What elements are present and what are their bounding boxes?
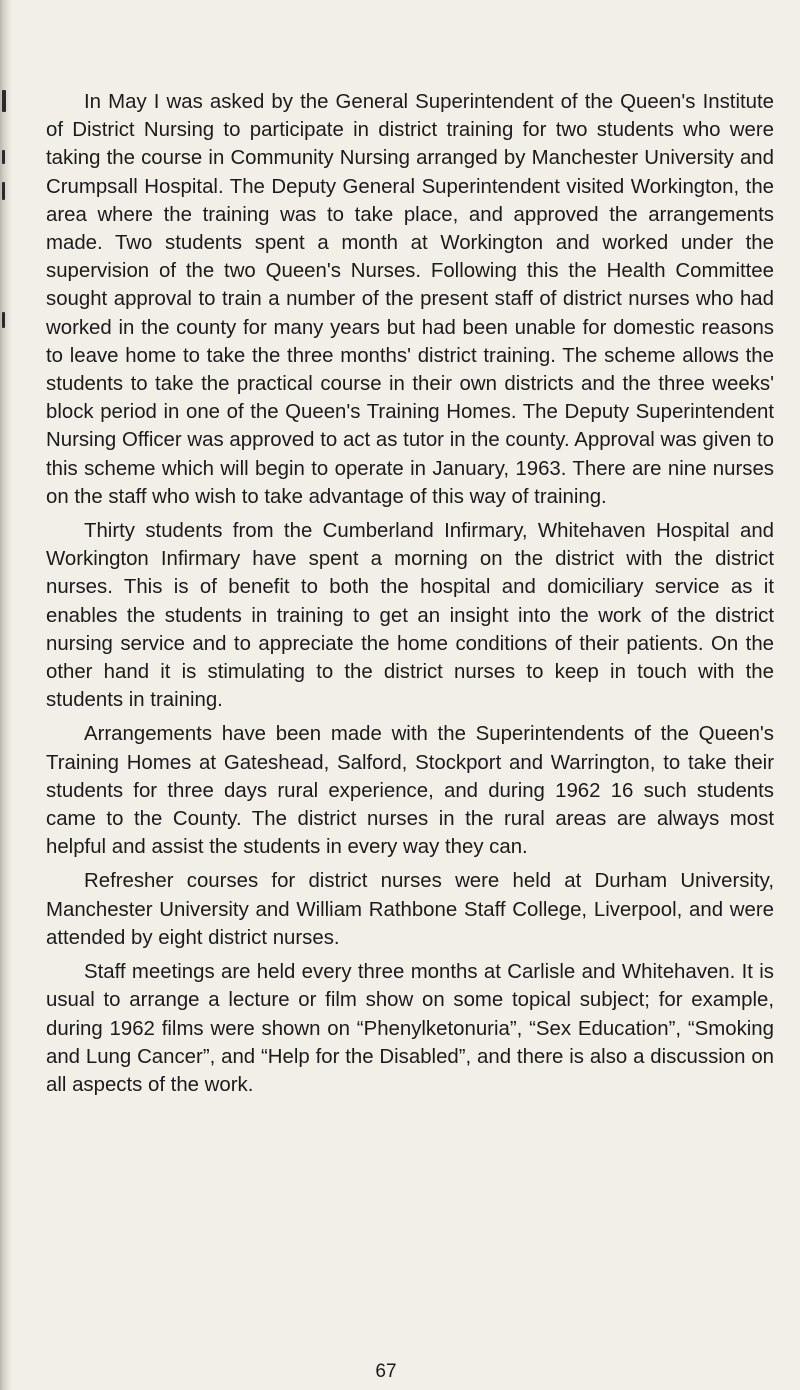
paragraph-rural-experience: Arrangements have been made with the Superintendents of the Queen's Training Homes at Gateshead, Salford, Stockport and Warrington, to take their students for three days rural experience, and during 1962 16 such students came to the County. The district nurses in the rural areas are always most helpful and assist the students in every way they can. [46, 723, 774, 859]
paragraph-hospital-students: Thirty students from the Cumberland Infirmary, Whitehaven Hospital and Workington Infirmary have spent a morning on the district with the district nurses. This is of benefit to both the hospital and domiciliary service as it enables the students in training to get an insight into the work of the district nursing service and to appreciate the home conditions of their patients. On the other hand it is stimulating to the district nurses to keep in touch with the students in training. [46, 520, 774, 712]
binding-mark [2, 182, 5, 200]
binding-mark [2, 150, 5, 164]
binding-mark [2, 90, 6, 112]
page-binding-edge [0, 0, 12, 1390]
binding-mark [2, 312, 5, 328]
document-body [46, 88, 774, 1105]
page-number: 67 [375, 1361, 397, 1382]
paragraph-staff-meetings: Staff meetings are held every three months at Carlisle and Whitehaven. It is usual to arrange a lecture or film show on some topical subject; for example, during 1962 films were shown on “Phenylketonuria”, “Sex Education”, “Smoking and Lung Cancer”, and “Help for the Disabled”, and there is also a discussion on all aspects of the work. [46, 961, 774, 1096]
paragraph-district-training: In May I was asked by the General Superintendent of the Queen's Institute of District Nursing to participate in district training for two students who were taking the course in Community Nursing arranged by Manchester University and Crumpsall Hospital. The Deputy General Superintendent visited Workington, the area where the training was to take place, and approved the arrangements made. Two students spent a month at Workington and worked under the supervision of the two Queen's Nurses. Following this the Health Committee sought approval to train a number of the present staff of district nurses who had worked in the county for many years but had been unable for domestic reasons to leave home to take the three months' district training. The scheme allows the students to take the practical course in their own districts and the three weeks' block period in one of the Queen's Training Homes. The Deputy Superintendent Nursing Officer was approved to act as tutor in the county. Approval was given to this scheme which will begin to operate in January, 1963. There are nine nurses on the staff who wish to take advantage of this way of training. [46, 91, 774, 508]
paragraph-refresher-courses: Refresher courses for district nurses were held at Durham University, Manchester University and William Rathbone Staff College, Liverpool, and were attended by eight district nurses. [46, 870, 774, 949]
